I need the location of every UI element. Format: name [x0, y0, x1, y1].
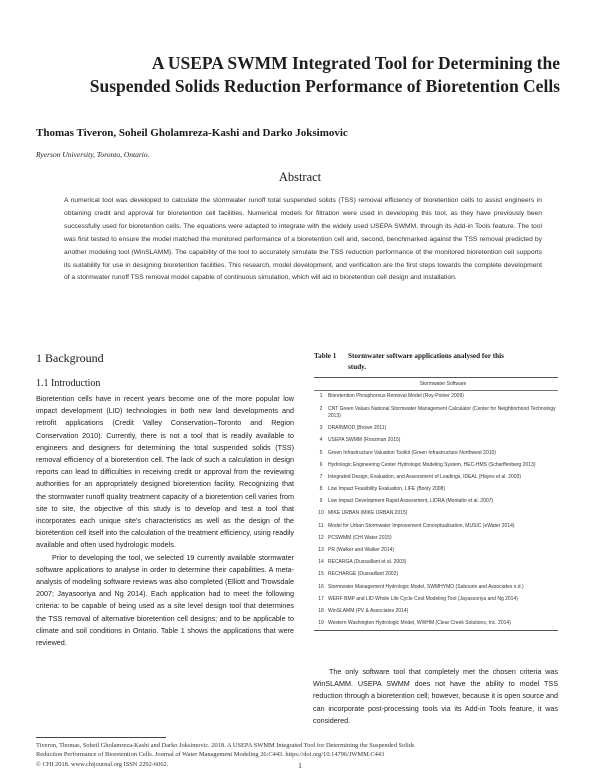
table-row-software: Hydrologic Engineering Center Hydrologic Modeling System, HEC-HMS (Scharffenberg 2013) [328, 461, 536, 468]
table-row-software: RECARGA (Dussaillant et al. 2003) [328, 559, 407, 566]
table-body [314, 391, 558, 631]
subsection-heading-introduction: 1.1 Introduction [36, 378, 101, 389]
table-row-number: 9 [319, 498, 323, 505]
table-row-number: 4 [319, 437, 323, 444]
table-row-number: 11 [318, 522, 324, 529]
table-row [314, 569, 558, 581]
table-row-number: 15 [318, 571, 324, 578]
table-row-software: Low Impact Feasibility Evaluation, LIFE (Booly 2008) [328, 486, 445, 493]
footer-line-3: © CHI 2018. www.chijournal.org ISSN 2292-6062. [36, 760, 169, 768]
table-label: Table 1 [314, 352, 337, 360]
intro-paragraph-1: Bioretention cells have in recent years become one of the more popular low impact development (LID) technologies in both new land developments and retrofit applications (Credit Valley Conservation–Toronto and Region Conservation 2010). Currently, there is not a tool that is readily available to engineers and designers for determining the total suspended solids (TSS) removal efficiency of a bioretention cell. The lack of such a calculation in design reports can lead to difficulties in receiving credit or approval from the reviewing authorities for an appropriately designed bioretention facility. Recognizing that the stormwater runoff quality treatment capacity of a bioretention cell varies from site to site, the objective of this study is to develop and test a tool that incorporates each unique site's characteristics as well as the design of the bioretention cell itself into the calculation of the treatment efficiency, using readily available and often used hydrologic models. [36, 394, 294, 550]
section-heading-background: 1 Background [36, 351, 104, 365]
table-row [314, 606, 558, 618]
table-row-number: 12 [318, 534, 324, 541]
table-row [314, 447, 558, 459]
table-row-software: Model for Urban Stormwater Improvement Conceptualisation, MUSIC (eWater 2014) [328, 522, 515, 529]
table-row-software: Integrated Design, Evaluation, and Assessment of Loadings, IDEAL (Hayes et al. 2003) [328, 473, 521, 480]
table-row [314, 459, 558, 471]
table-row [314, 391, 558, 404]
table-row-software: CNT Green Values National Stormwater Management Calculator (Center for Neighborhood Technology 2013) [328, 405, 556, 419]
table-row-number: 3 [319, 425, 323, 432]
table-row [314, 496, 558, 508]
right-column-paragraph: The only software tool that completely met the chosen criteria was WinSLAMM. USEPA SWMM does not have the ability to model TSS reduction through a bioretention cell; however, because it is open source and can incorporate post-processing tools via its Add-in Tools feature, it was considered. [313, 667, 558, 725]
table-row-software: Western Washington Hydrologic Model, WWHM (Clear Creek Solutions, Inc. 2014) [328, 618, 558, 631]
table-row-software: USEPA SWMM (Rossman 2015) [328, 437, 401, 444]
table-caption-line-1: Stormwater software applications analysed for this [348, 352, 504, 360]
paper-title [30, 52, 560, 98]
table-row-number: 8 [319, 486, 323, 493]
table-caption [314, 351, 554, 372]
intro-paragraph-2: Prior to developing the tool, we selected 19 currently available stormwater software applications to analyse in order to determine their capabilities. A meta-analysis of modeling software reviews was also completed (Elliott and Trowsdale 2007; Jayasooriya and Ng 2014). Each application had to meet the following criteria: to be capable of being used as a site level design tool that determines the TSS removal of alternative bioretention cell designs; and to be applicable to climate and soil conditions in Ontario. Table 1 shows the applications that were reviewed. [36, 552, 294, 648]
table-row-number: 6 [319, 461, 323, 468]
table-row [314, 403, 558, 423]
table-row [314, 532, 558, 544]
table-row [314, 593, 558, 605]
table-row-software: PR (Walker and Walker 2014) [328, 547, 395, 554]
table-row [314, 557, 558, 569]
footer-rule [36, 737, 166, 738]
table-row [314, 423, 558, 435]
page-number: 1 [298, 761, 302, 770]
table-row-number: 19 [314, 618, 328, 631]
authors: Thomas Tiveron, Soheil Gholamreza-Kashi and Darko Joksimovic [36, 127, 348, 139]
abstract-heading: Abstract [278, 170, 322, 184]
abstract-text: A numerical tool was developed to calculate the stormwater runoff total suspended solids (TSS) removal efficiency of bioretention cells to assist engineers in obtaining credit and approval for bioretention cell facilities. Numerical models for filtration were used in developing this tool, as they have previously been successfully used for bioretention cells. The equations were adapted to integrate with the widely used USEPA SWMM, through its Add-in Tools feature. The tool was first tested to ensure the model matched the monitored performance of a bioretention cell and, second, benchmarked against the TSS removal predicted by another modeling tool (WinSLAMM). The capability of the tool to accurately simulate the TSS reduction performance of the monitored bioretention cell supports its suitability for use in designing bioretention facilities. This research, model development, and verification are the first steps towards the complete development of a stormwater runoff TSS removal model capable of continuous simulation, which will aid in bioretention cell design and installation. [64, 197, 542, 282]
title-line-1: A USEPA SWMM Integrated Tool for Determining the [151, 53, 560, 73]
table-row-software: WERF BMP and LID Whole Life Cycle Cost Modeling Tool (Jayasooriya and Ng 2014) [328, 595, 518, 602]
table-row-number: 10 [318, 510, 324, 517]
table-row [314, 545, 558, 557]
footer-line-1: Tiveron, Thomas, Soheil Gholamreza-Kashi and Darko Joksimovic. 2018. A USEPA SWMM Integrated Tool for Determining the Suspended Solids [36, 742, 415, 749]
table-row [314, 435, 558, 447]
table-row-software: WinSLAMM (PV & Associates 2014) [328, 607, 409, 614]
title-line-2: Suspended Solids Reduction Performance of Bioretention Cells [89, 76, 560, 96]
table-row-software: Low Impact Development Rapid Assessment, LIDRA (Montalto et al. 2007) [328, 498, 494, 505]
table-row-number: 5 [319, 449, 323, 456]
table-row-number: 7 [319, 473, 323, 480]
table-row [314, 618, 558, 631]
table-row-software: DRAINMOD (Brown 2011) [328, 425, 387, 432]
table-row-number: 14 [318, 559, 324, 566]
table-row-number: 1 [319, 393, 323, 400]
table-row-number: 17 [318, 595, 324, 602]
table-row-software: MIKE URBAN (MIKE URBAN 2015) [328, 510, 408, 517]
table-row [314, 484, 558, 496]
table-row-software: Stormwater Management Hydrologic Model, SWMHYMO (Sabourin and Associates n.d.) [328, 583, 524, 590]
table-row [314, 508, 558, 520]
table-header-row [314, 378, 558, 391]
table-row [314, 581, 558, 593]
table-header: Stormwater Software [328, 378, 558, 391]
affiliation: Ryerson University, Toronto, Ontario. [36, 150, 150, 159]
table-row-number: 2 [319, 405, 323, 412]
table-row-number: 18 [318, 607, 324, 614]
table-row [314, 520, 558, 532]
introduction-body [36, 393, 294, 649]
table-row-software: PCSWMM (CHI Water 2015) [328, 534, 392, 541]
table-row-number: 16 [318, 583, 324, 590]
software-table [314, 377, 558, 631]
table-row [314, 472, 558, 484]
table-row-software: Bioretention Phosphorous Removal Model (Roy-Poirier 2009) [328, 393, 464, 400]
table-row-software: RECHARGE (Dussaillant 2002) [328, 571, 399, 578]
table-row-number: 13 [318, 547, 324, 554]
table-caption-line-2: study. [348, 362, 367, 371]
footer-line-2: Reduction Performance of Bioretention Cells. Journal of Water Management Modeling 26:C443. https://doi.org/10.14796/JWMM.C443 [36, 751, 385, 759]
table-row-software: Green Infrastructure Valuation Toolkit (Green Infrastructure Northwest 2010) [328, 449, 496, 456]
